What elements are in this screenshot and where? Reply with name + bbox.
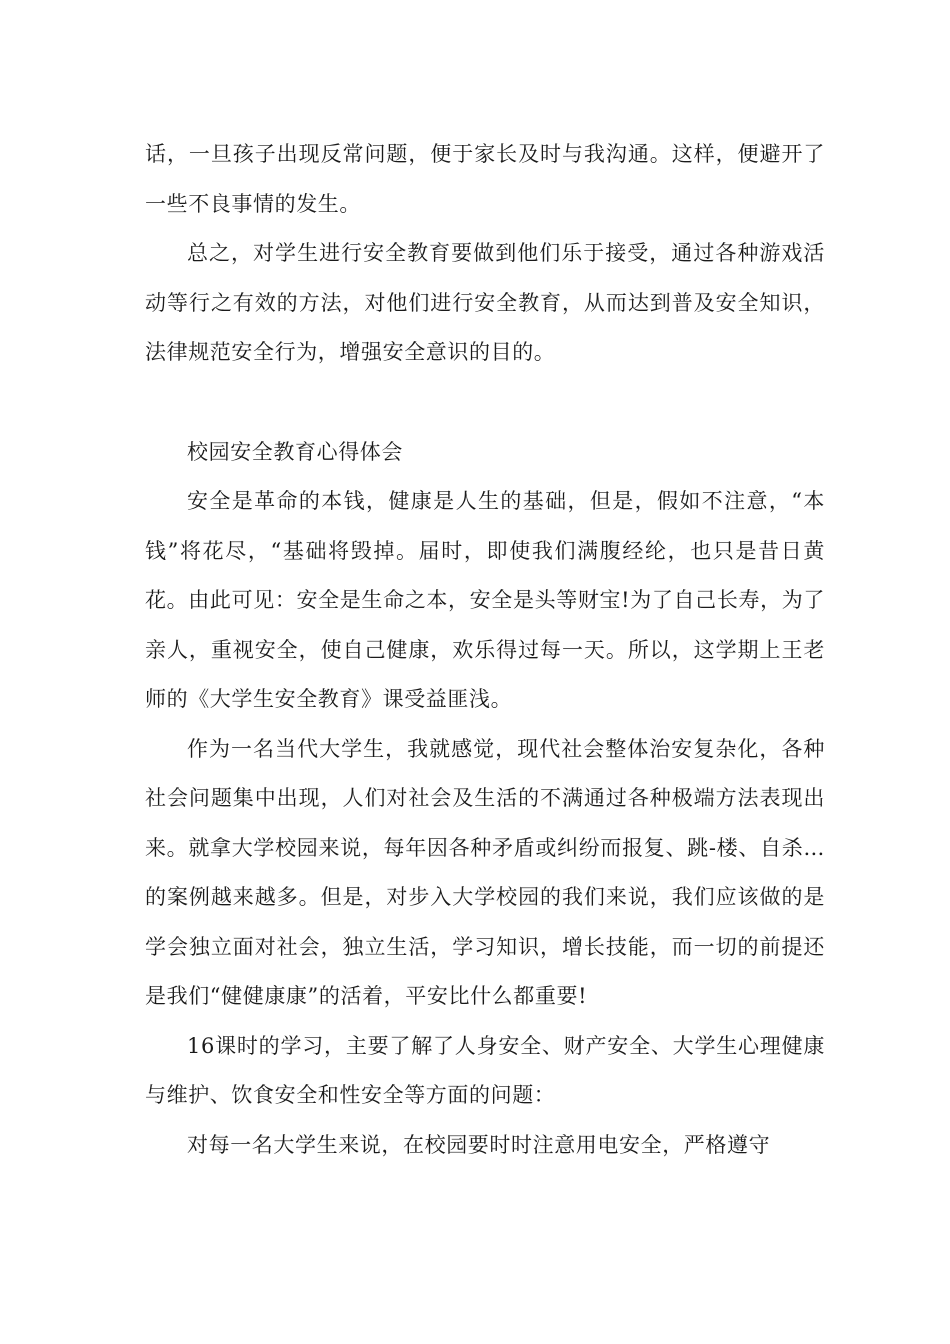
paragraph-conclusion: 总之，对学生进行安全教育要做到他们乐于接受，通过各种游戏活动等行之有效的方法，对他们进行安全教育，从而达到普及安全知识，法律规范安全行为，增强安全意识的目的。 [145,241,825,364]
document-body [145,130,825,1170]
section-gap [145,378,825,428]
section-title: 校园安全教育心得体会 [187,439,403,464]
paragraph-continuation: 话，一旦孩子出现反常问题，便于家长及时与我沟通。这样，便避开了一些不良事情的发生。 [145,142,825,216]
paragraph-course-topics: 16课时的学习，主要了解了人身安全、财产安全、大学生心理健康与维护、饮食安全和性安全等方面的问题： [145,1033,825,1107]
paragraph-safety-intro: 安全是革命的本钱，健康是人生的基础，但是，假如不注意，“本钱”将花尽，“基础将毁掉。届时，即使我们满腹经纶，也只是昔日黄花。由此可见：安全是生命之本，安全是头等财宝!为了自己长寿，为了亲人，重视安全，使自己健康，欢乐得过每一天。所以，这学期上王老师的《大学生安全教育》课受益匪浅。 [145,489,825,711]
paragraph-modern-student: 作为一名当代大学生，我就感觉，现代社会整体治安复杂化，各种社会问题集中出现，人们对社会及生活的不满通过各种极端方法表现出来。就拿大学校园来说，每年因各种矛盾或纠纷而报复、跳-楼、自杀…的案例越来越多。但是，对步入大学校园的我们来说，我们应该做的是学会独立面对社会，独立生活，学习知识，增长技能，而一切的前提还是我们“健健康康”的活着，平安比什么都重要! [145,736,825,1008]
paragraph-electric-safety: 对每一名大学生来说，在校园要时时注意用电安全，严格遵守 [187,1132,771,1157]
